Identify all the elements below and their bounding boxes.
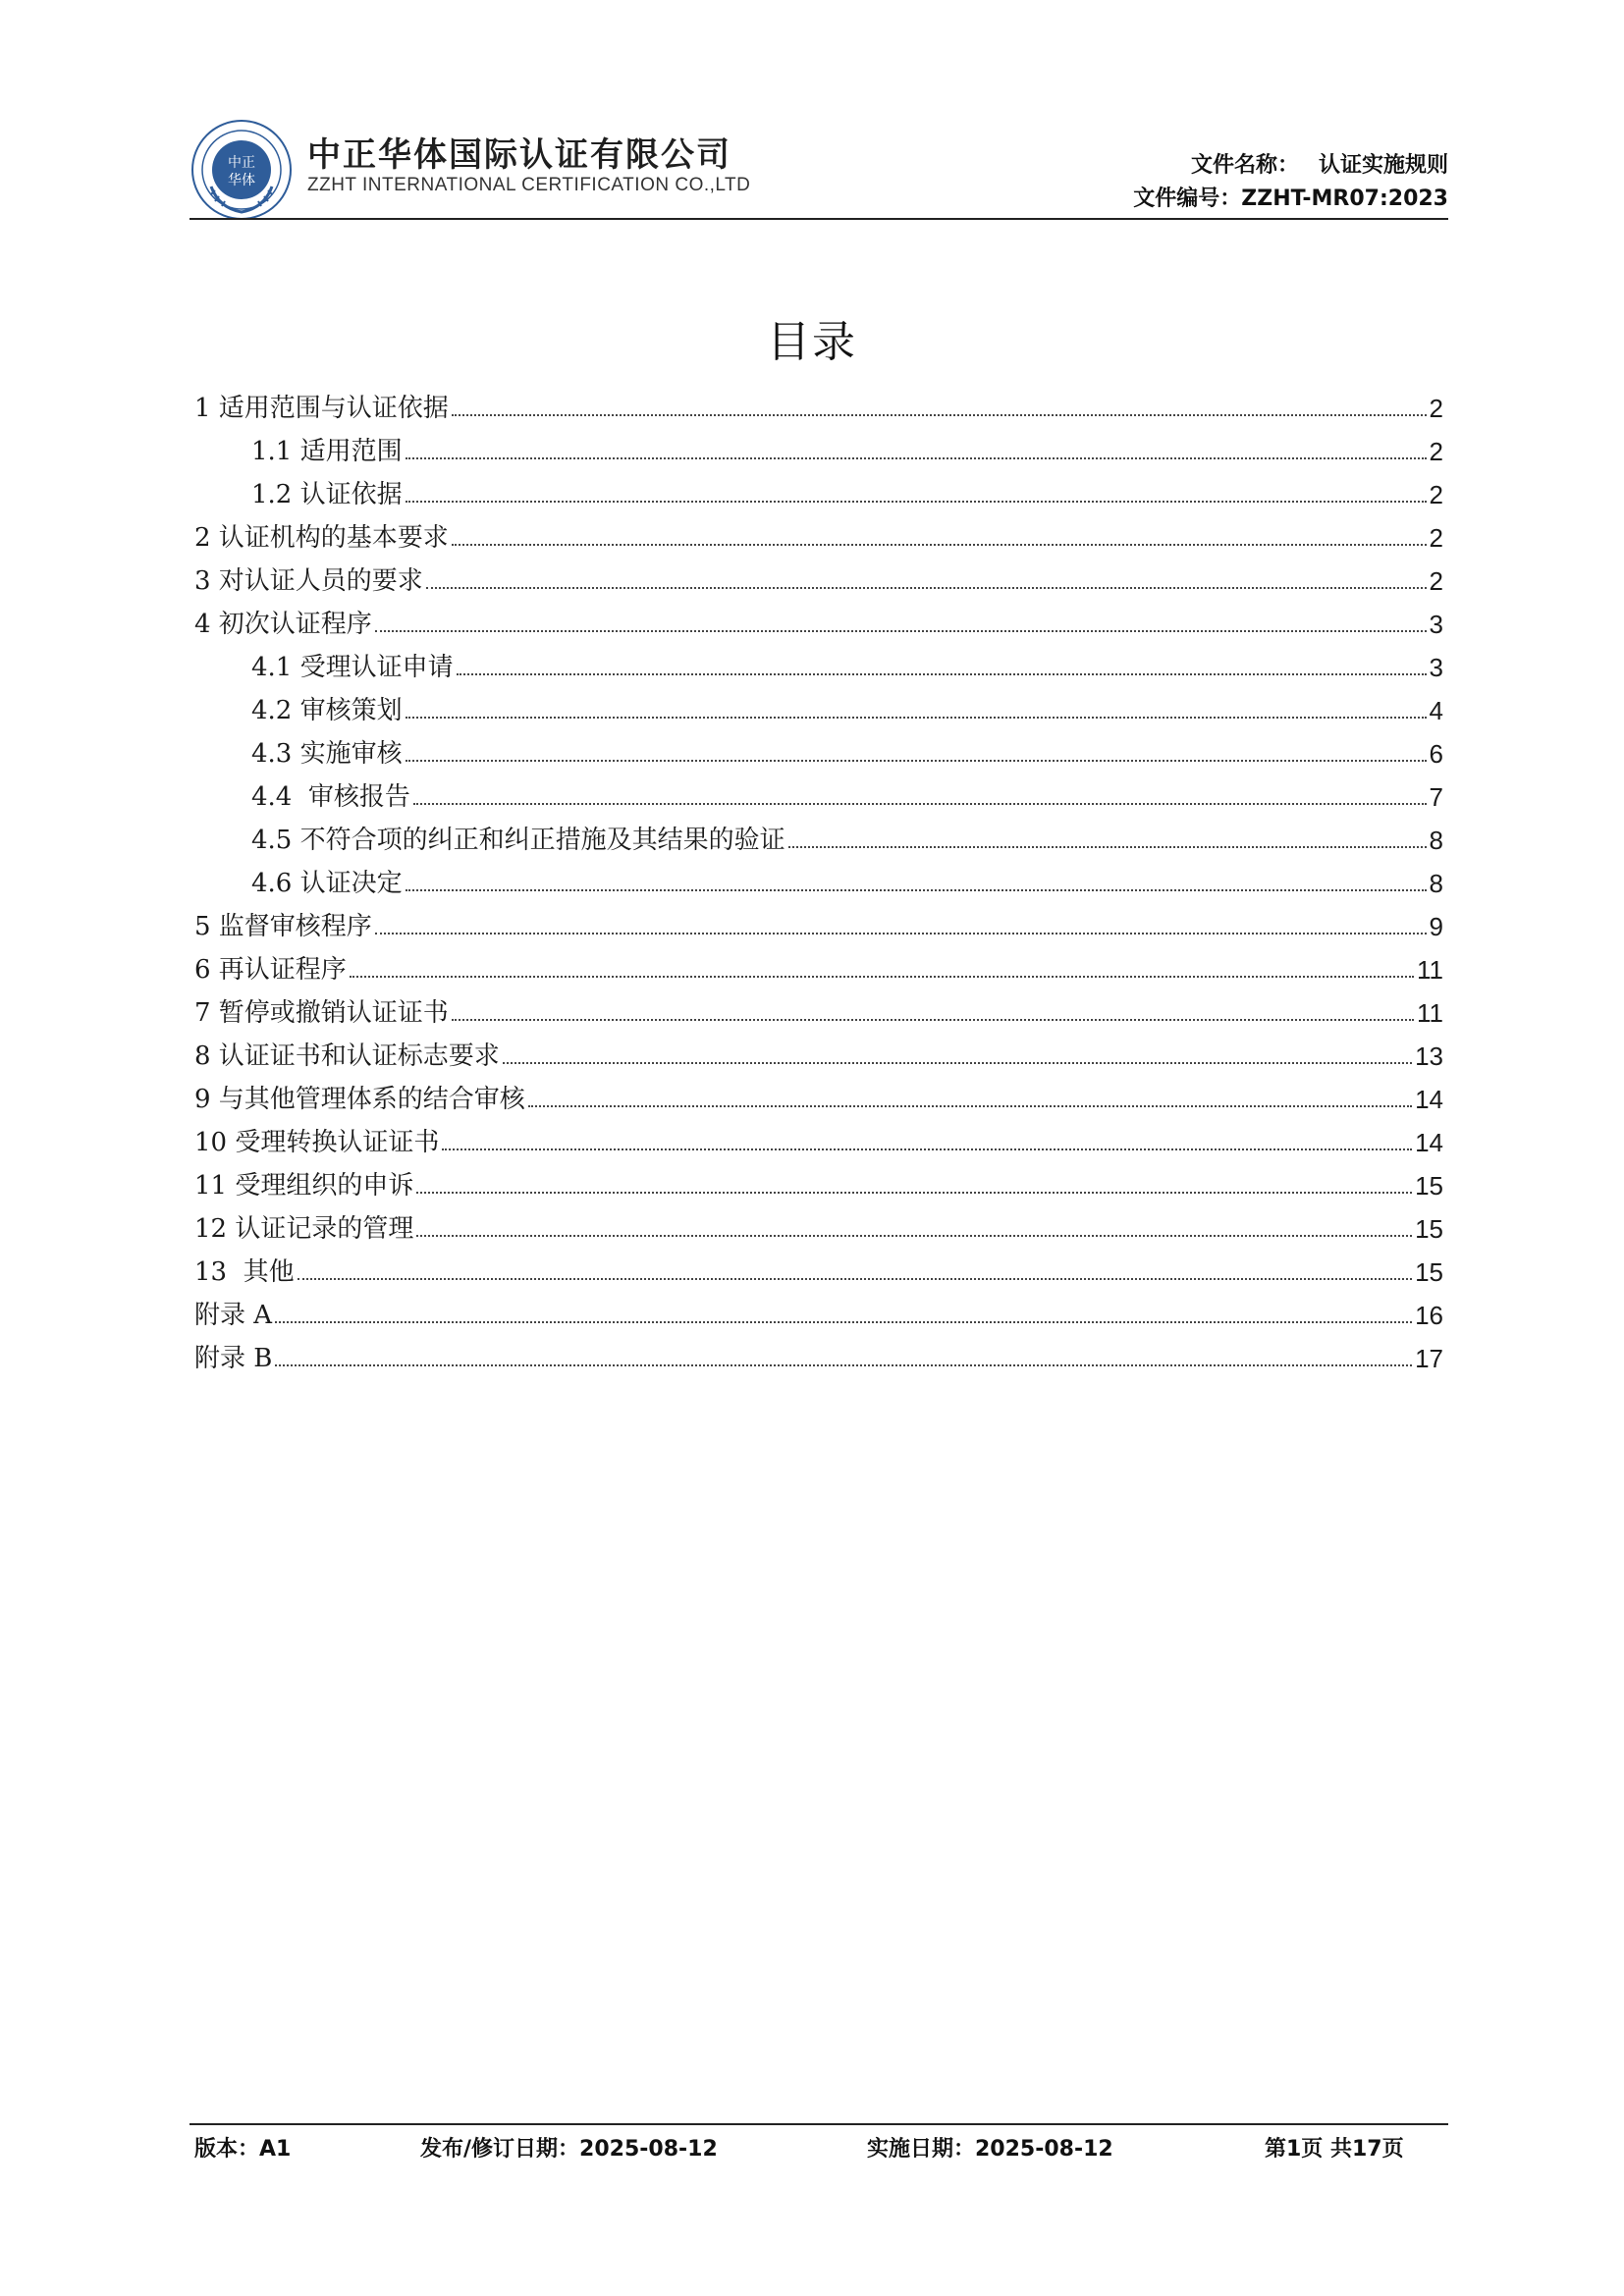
doc-number-value: ZZHT-MR07:2023 [1241,187,1448,211]
toc-entry-page: 8 [1429,826,1443,855]
toc-entry-page: 14 [1415,1085,1443,1114]
doc-name-value: 认证实施规则 [1318,153,1448,178]
toc-dot-leader [406,457,1427,459]
doc-name-row [1133,149,1448,183]
toc-entry-page: 15 [1415,1257,1443,1287]
toc-entry[interactable] [194,726,1443,770]
toc-entry-page: 2 [1429,437,1443,466]
toc-entry-label: 附录 A [194,1301,273,1330]
toc-entry-label: 13 其他 [194,1257,295,1287]
toc-entry-page: 15 [1415,1171,1443,1201]
toc-dot-leader [452,544,1427,546]
toc-entry-page: 2 [1429,523,1443,553]
toc-title: 目录 [767,317,857,367]
toc-entry-label: 7 暂停或撤销认证证书 [194,998,449,1028]
toc-entry-page: 17 [1415,1344,1443,1373]
toc-entry-label: 4.3 实施审核 [251,739,403,769]
toc-entry[interactable] [194,510,1443,554]
toc-entry-label: 9 与其他管理体系的结合审核 [194,1085,525,1114]
toc-entry-label: 4.6 认证决定 [251,869,403,898]
toc-entry[interactable] [194,899,1443,942]
toc-dot-leader [406,760,1427,762]
toc-entry[interactable] [194,986,1443,1029]
toc-dot-leader [275,1321,1412,1323]
footer-divider [189,2123,1448,2125]
page-footer [194,2132,1412,2167]
toc-entry[interactable] [194,770,1443,813]
toc-entry[interactable] [194,1115,1443,1158]
toc-entry-label: 10 受理转换认证证书 [194,1128,440,1157]
footer-effective-date: 实施日期：2025-08-12 [867,2137,1113,2162]
toc-entry-page: 14 [1415,1128,1443,1157]
toc-dot-leader [406,501,1427,503]
toc-dot-leader [457,673,1427,675]
toc-entry-label: 8 认证证书和认证标志要求 [194,1041,500,1071]
footer-page-info: 第1页 共17页 [1265,2137,1404,2162]
document-meta [1133,149,1448,216]
toc-dot-leader [503,1062,1412,1064]
toc-entry-page: 3 [1429,610,1443,639]
toc-entry-label: 4.2 审核策划 [251,696,403,725]
toc-entry-page: 16 [1415,1301,1443,1330]
toc-entry-page: 11 [1417,998,1443,1028]
toc-entry-page: 2 [1429,394,1443,423]
toc-dot-leader [452,1019,1414,1021]
toc-entry[interactable] [194,1288,1443,1331]
toc-entry[interactable] [194,1245,1443,1288]
toc-entry[interactable] [194,597,1443,640]
toc-entry-label: 1 适用范围与认证依据 [194,394,449,423]
toc-dot-leader [375,630,1427,632]
toc-dot-leader [788,846,1427,848]
toc-dot-leader [442,1148,1412,1150]
toc-entry-label: 附录 B [194,1344,273,1373]
toc-dot-leader [452,414,1427,416]
footer-version: 版本：A1 [194,2137,292,2162]
toc-entry[interactable] [194,640,1443,683]
toc-dot-leader [298,1278,1412,1280]
toc-dot-leader [416,1192,1412,1194]
toc-entry-label: 12 认证记录的管理 [194,1214,414,1244]
toc-entry[interactable] [194,856,1443,899]
company-logo-icon [189,118,294,222]
toc-dot-leader [275,1364,1412,1366]
company-name-cn: 中正华体国际认证有限公司 [307,135,731,175]
doc-name-label: 文件名称： [1190,153,1299,178]
toc-entry-page: 8 [1429,869,1443,898]
toc-dot-leader [426,587,1427,589]
toc-entry-label: 4.4 审核报告 [251,782,410,812]
toc-entry-label: 4.1 受理认证申请 [251,653,454,682]
toc-entry-label: 1.2 认证依据 [251,480,403,509]
toc-entry-page: 7 [1429,782,1443,812]
toc-list [194,381,1443,1374]
toc-entry[interactable] [194,1201,1443,1245]
toc-entry-label: 5 监督审核程序 [194,912,372,941]
toc-dot-leader [406,717,1427,719]
toc-entry[interactable] [194,554,1443,597]
toc-entry-page: 6 [1429,739,1443,769]
toc-entry-label: 6 再认证程序 [194,955,347,985]
doc-number-label: 文件编号： [1133,187,1242,211]
toc-entry-label: 4 初次认证程序 [194,610,372,639]
company-name-en: ZZHT INTERNATIONAL CERTIFICATION CO.,LTD [307,175,751,195]
toc-entry-label: 11 受理组织的申诉 [194,1171,414,1201]
toc-entry-page: 3 [1429,653,1443,682]
toc-entry-label: 1.1 适用范围 [251,437,403,466]
logo-text-bottom: 华体 [228,173,255,188]
toc-dot-leader [416,1235,1412,1237]
toc-entry-page: 2 [1429,566,1443,596]
page-header [189,106,1448,218]
toc-entry[interactable] [194,1158,1443,1201]
toc-entry[interactable] [194,424,1443,467]
toc-entry[interactable] [194,942,1443,986]
toc-entry-page: 4 [1429,696,1443,725]
toc-dot-leader [528,1105,1412,1107]
doc-number-row [1133,183,1448,216]
toc-entry-page: 15 [1415,1214,1443,1244]
toc-entry-label: 3 对认证人员的要求 [194,566,423,596]
toc-entry[interactable] [194,467,1443,510]
toc-entry-page: 13 [1415,1041,1443,1071]
toc-entry-page: 9 [1429,912,1443,941]
toc-entry[interactable] [194,1331,1443,1374]
toc-dot-leader [375,933,1427,934]
toc-entry[interactable] [194,381,1443,424]
toc-dot-leader [350,976,1414,978]
toc-dot-leader [413,803,1427,805]
toc-entry-page: 2 [1429,480,1443,509]
footer-publish-date: 发布/修订日期：2025-08-12 [420,2137,718,2162]
header-divider [189,218,1448,220]
toc-entry[interactable] [194,1029,1443,1072]
toc-entry[interactable] [194,1072,1443,1115]
toc-entry[interactable] [194,683,1443,726]
toc-entry-page: 11 [1417,955,1443,985]
logo-text-top: 中正 [228,155,255,171]
toc-entry-label: 2 认证机构的基本要求 [194,523,449,553]
toc-dot-leader [406,889,1427,891]
toc-entry[interactable] [194,813,1443,856]
toc-entry-label: 4.5 不符合项的纠正和纠正措施及其结果的验证 [251,826,785,855]
